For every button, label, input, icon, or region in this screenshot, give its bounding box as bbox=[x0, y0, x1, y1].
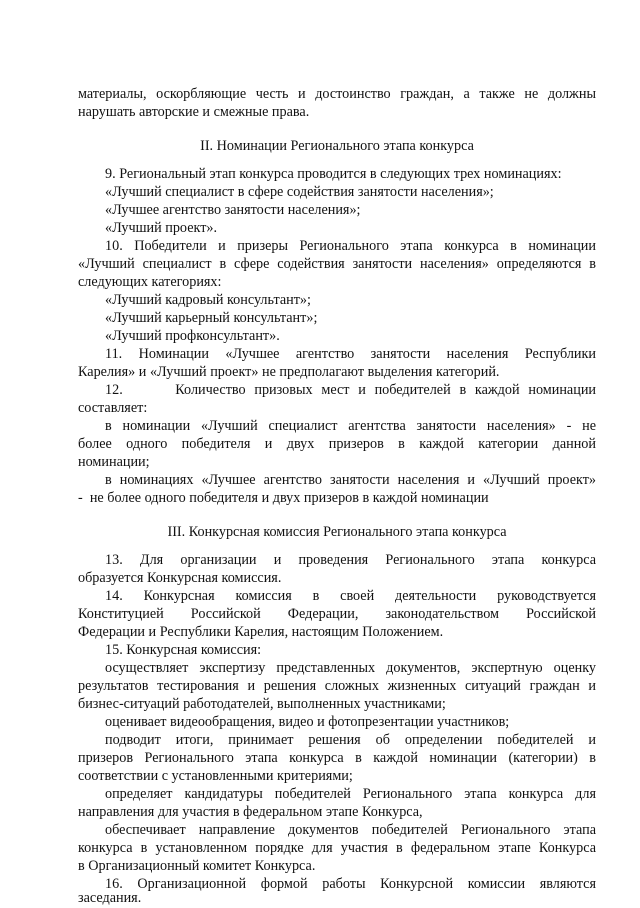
text-line: результатов тестирования и решения сложных жизненных ситуаций граждан и bbox=[78, 678, 596, 694]
text-line: в номинациях «Лучшее агентство занятости населения и «Лучший проект» bbox=[105, 472, 596, 488]
text-line: «Лучший кадровый консультант»; bbox=[105, 292, 311, 308]
text-line: направления для участия в федеральном этапе Конкурса, bbox=[78, 804, 423, 820]
text-line: образуется Конкурсная комиссия. bbox=[78, 570, 282, 586]
text-line: следующих категориях: bbox=[78, 274, 222, 290]
text-line: осуществляет экспертизу представленных документов, экспертную оценку bbox=[105, 660, 596, 676]
text-line: материалы, оскорбляющие честь и достоинство граждан, а также не должны bbox=[78, 86, 596, 102]
text-line: Карелия» и «Лучший проект» не предполагают выделения категорий. bbox=[78, 364, 500, 380]
text-line: составляет: bbox=[78, 400, 148, 416]
text-line: подводит итоги, принимает решения об определении победителей и bbox=[105, 732, 596, 748]
text-line: в Организационный комитет Конкурса. bbox=[78, 858, 316, 874]
text-line: «Лучшее агентство занятости населения»; bbox=[105, 202, 361, 218]
text-line: обеспечивает направление документов победителей Регионального этапа bbox=[105, 822, 596, 838]
text-line: нарушать авторские и смежные права. bbox=[78, 104, 310, 120]
text-line: бизнес-ситуаций работодателей, выполненных участниками; bbox=[78, 696, 446, 712]
text-line: 10. Победители и призеры Регионального этапа конкурса в номинации bbox=[105, 238, 596, 254]
text-line: определяет кандидатуры победителей Регионального этапа конкурса для bbox=[105, 786, 596, 802]
section-heading-3: III. Конкурсная комиссия Регионального этапа конкурса bbox=[167, 524, 507, 540]
text-line: «Лучший проект». bbox=[105, 220, 218, 236]
text-line: более одного победителя и двух призеров в каждой категории данной bbox=[78, 436, 596, 452]
text-line: конкурса в установленном порядке для участия в федеральном этапе Конкурса bbox=[78, 840, 596, 856]
text-line: заседания. bbox=[78, 890, 142, 906]
text-line: «Лучший специалист в сфере содействия занятости населения»; bbox=[105, 184, 494, 200]
text-line: Конституцией Российской Федерации, законодательством Российской bbox=[78, 606, 596, 622]
text-line: 16. Организационной формой работы Конкурсной комиссии являются bbox=[105, 876, 596, 892]
text-line: в номинации «Лучший специалист агентства занятости населения» - не bbox=[105, 418, 596, 434]
text-line: - не более одного победителя и двух призеров в каждой номинации bbox=[78, 490, 489, 506]
text-line: 12. Количество призовых мест и победителей в каждой номинации bbox=[105, 382, 596, 398]
text-line: «Лучший специалист в сфере содействия занятости населения» определяются в bbox=[78, 256, 596, 272]
text-line: 11. Номинации «Лучшее агентство занятости населения Республики bbox=[105, 346, 596, 362]
text-line: «Лучший карьерный консультант»; bbox=[105, 310, 318, 326]
text-line: оценивает видеообращения, видео и фотопрезентации участников; bbox=[105, 714, 510, 730]
text-line: призеров Регионального этапа конкурса в каждой номинации (категории) в bbox=[78, 750, 596, 766]
text-line: 13. Для организации и проведения Регионального этапа конкурса bbox=[105, 552, 596, 568]
text-line: Федерации и Республики Карелия, настоящим Положением. bbox=[78, 624, 444, 640]
text-line: номинации; bbox=[78, 454, 150, 470]
text-line: 14. Конкурсная комиссия в своей деятельности руководствуется bbox=[105, 588, 596, 604]
text-line: «Лучший профконсультант». bbox=[105, 328, 280, 344]
text-line: 9. Региональный этап конкурса проводится в следующих трех номинациях: bbox=[105, 166, 562, 182]
text-line: 15. Конкурсная комиссия: bbox=[105, 642, 262, 658]
text-line: соответствии с установленными критериями; bbox=[78, 768, 353, 784]
section-heading-2: II. Номинации Регионального этапа конкурса bbox=[200, 138, 474, 154]
